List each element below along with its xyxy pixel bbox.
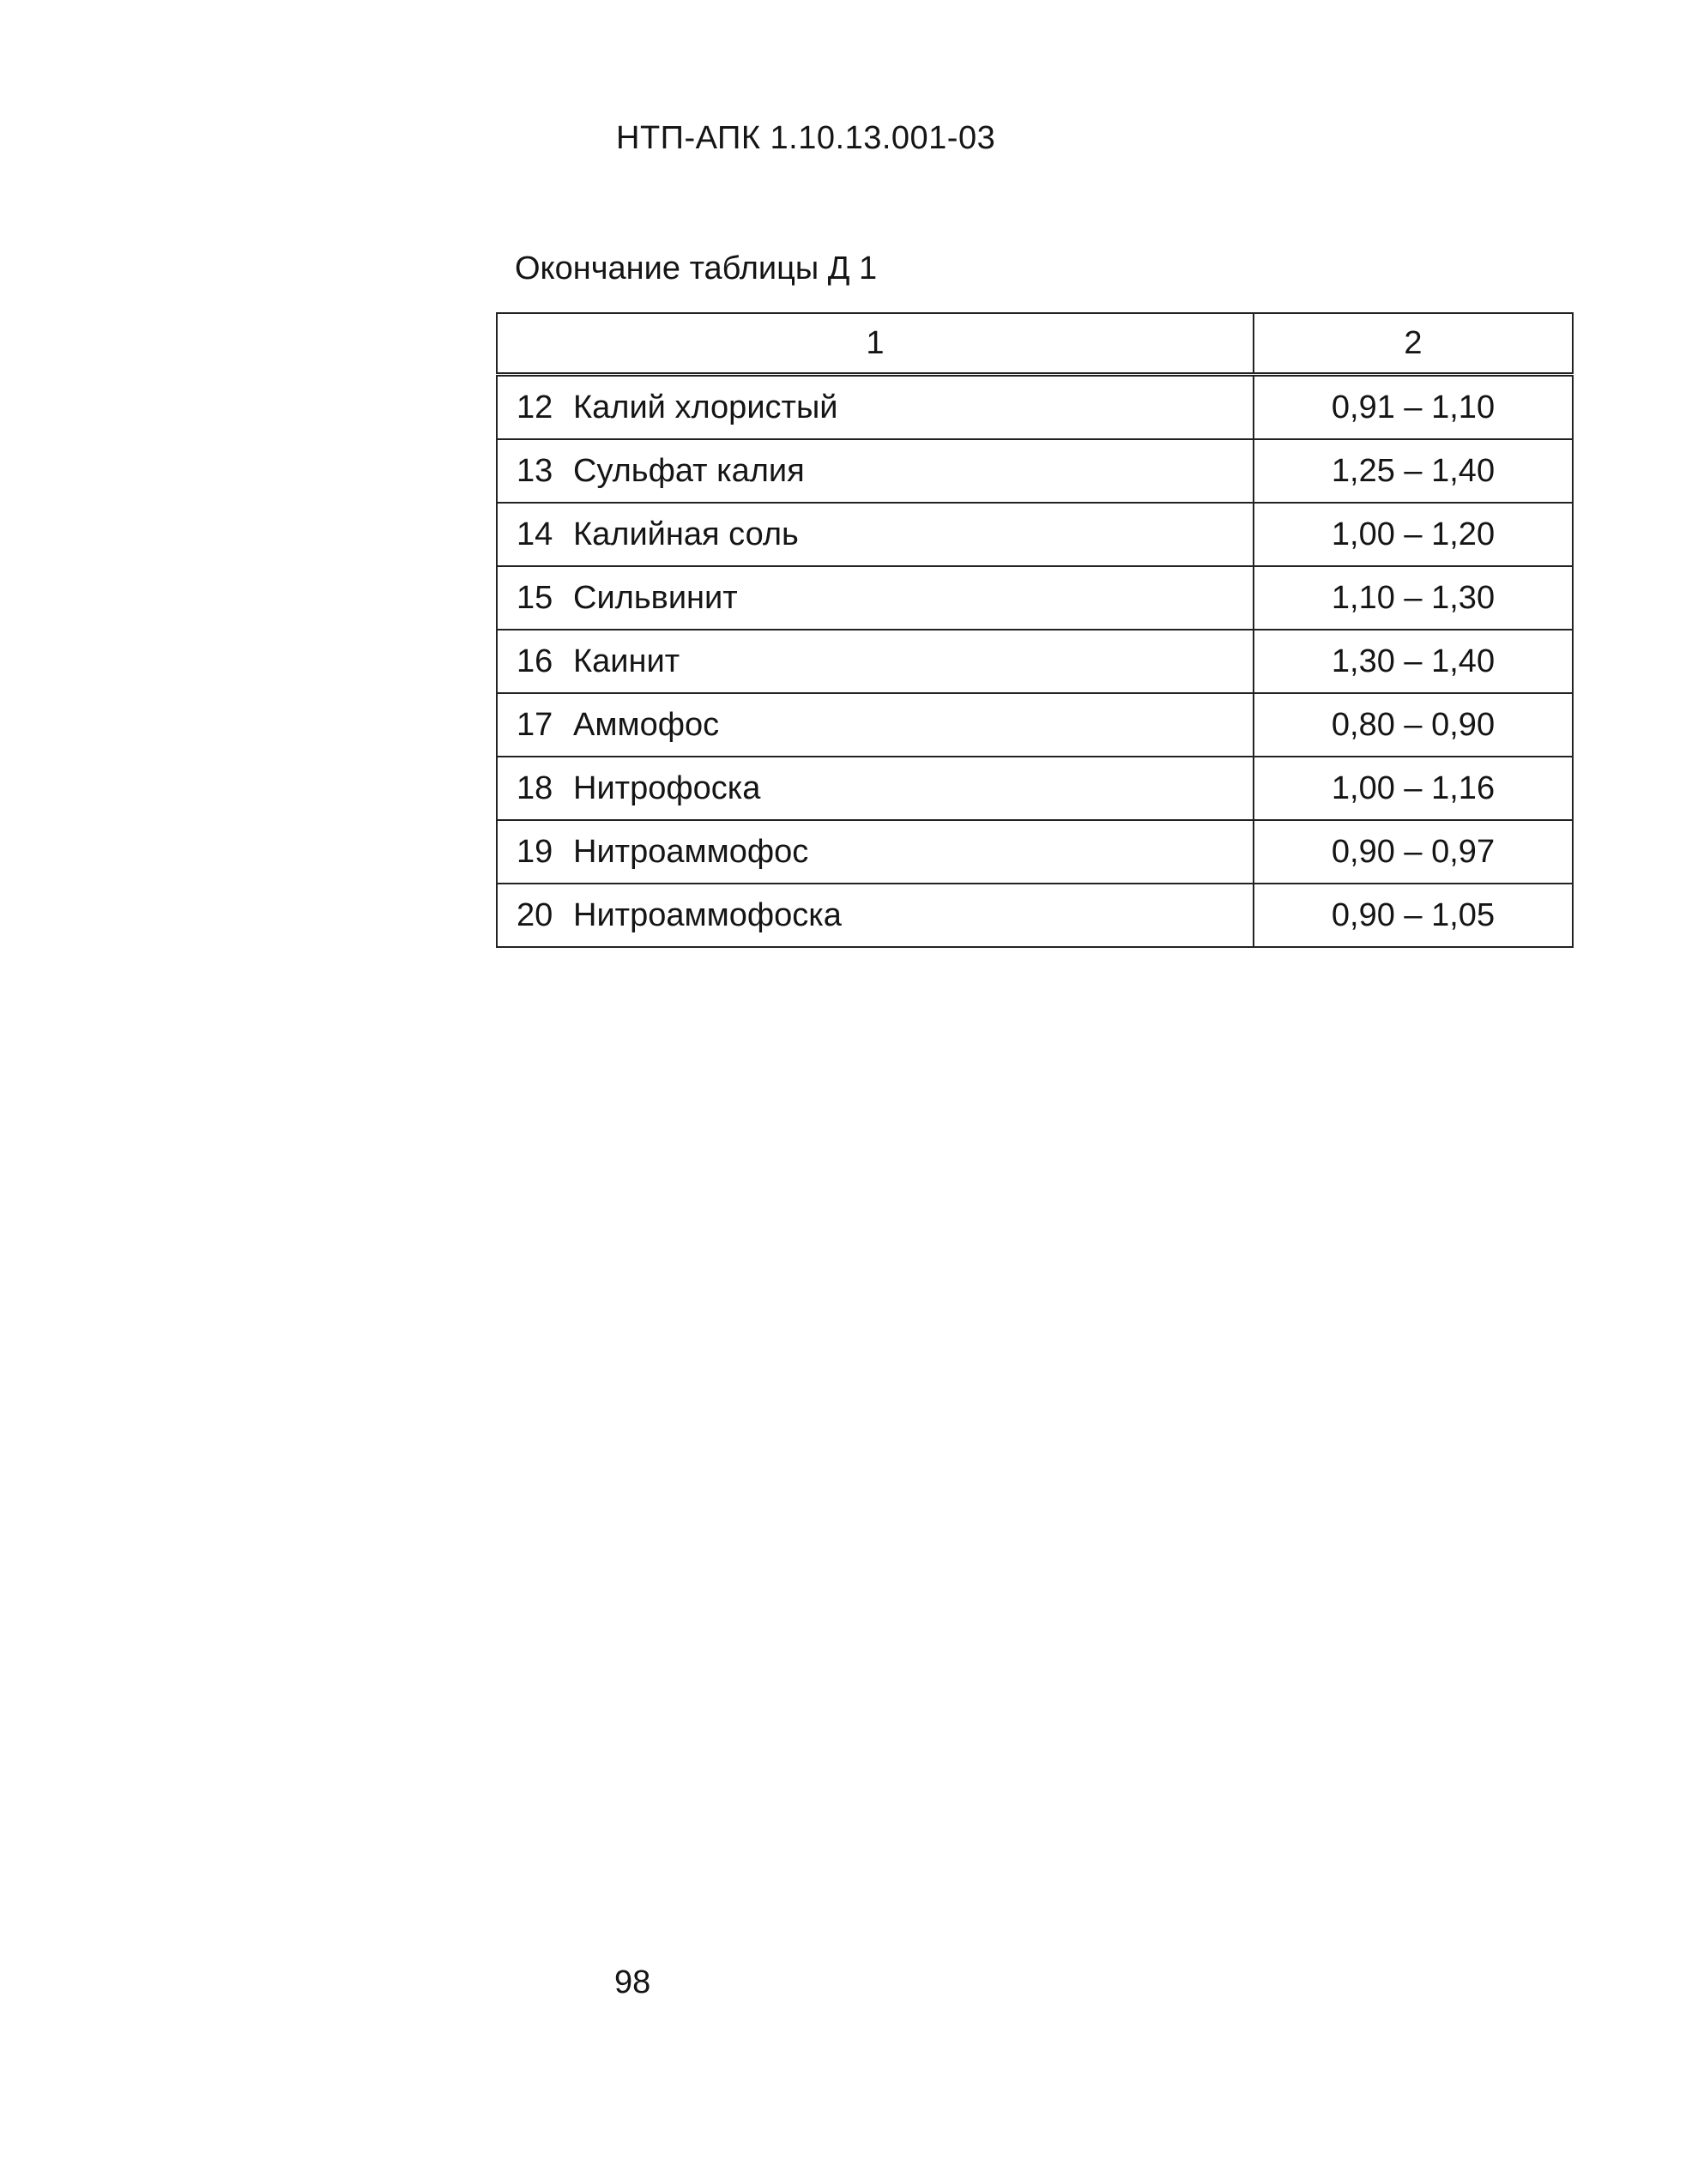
- table-row: [497, 820, 1573, 884]
- row-name-cell: [497, 439, 1254, 503]
- table-caption: Окончание таблицы Д 1: [515, 250, 878, 287]
- row-name-cell: [497, 820, 1254, 884]
- table-row: [497, 503, 1573, 566]
- row-value: 1,00 – 1,16: [1254, 757, 1573, 820]
- row-name-cell: [497, 757, 1254, 820]
- row-name: Аммофос: [573, 706, 720, 743]
- row-name: Каинит: [573, 643, 680, 679]
- row-name: Калий хлористый: [573, 389, 838, 425]
- row-name: Нитроаммофоска: [573, 896, 842, 933]
- table-row: [497, 884, 1573, 947]
- row-number: 13: [517, 452, 553, 489]
- row-number: 16: [517, 643, 553, 679]
- row-name-cell: [497, 566, 1254, 630]
- row-value: 1,30 – 1,40: [1254, 630, 1573, 693]
- row-name: Калийная соль: [573, 516, 799, 552]
- row-name: Нитрофоска: [573, 769, 761, 806]
- document-code: НТП-АПК 1.10.13.001-03: [616, 120, 996, 156]
- row-name-cell: [497, 693, 1254, 757]
- row-number: 12: [517, 389, 553, 425]
- table-row: [497, 757, 1573, 820]
- row-number: 14: [517, 516, 553, 552]
- data-table: [496, 312, 1574, 948]
- column-header-2: 2: [1254, 313, 1573, 375]
- row-value: 0,91 – 1,10: [1254, 375, 1573, 440]
- row-value: 0,90 – 1,05: [1254, 884, 1573, 947]
- row-value: 0,90 – 0,97: [1254, 820, 1573, 884]
- row-name-cell: [497, 375, 1254, 440]
- table-row: [497, 566, 1573, 630]
- row-name-cell: [497, 884, 1254, 947]
- table-row: [497, 375, 1573, 440]
- column-header-1: 1: [497, 313, 1254, 375]
- row-name: Сильвинит: [573, 579, 738, 616]
- row-value: 1,10 – 1,30: [1254, 566, 1573, 630]
- row-name: Сульфат калия: [573, 452, 805, 489]
- row-number: 18: [517, 769, 553, 806]
- row-name-cell: [497, 630, 1254, 693]
- table-row: [497, 439, 1573, 503]
- row-value: 1,25 – 1,40: [1254, 439, 1573, 503]
- row-value: 1,00 – 1,20: [1254, 503, 1573, 566]
- row-value: 0,80 – 0,90: [1254, 693, 1573, 757]
- row-name-cell: [497, 503, 1254, 566]
- row-name: Нитроаммофос: [573, 833, 809, 870]
- table-header-row: [497, 313, 1573, 375]
- table-row: [497, 630, 1573, 693]
- row-number: 20: [517, 896, 553, 933]
- row-number: 15: [517, 579, 553, 616]
- table-row: [497, 693, 1573, 757]
- row-number: 19: [517, 833, 553, 870]
- page-number: 98: [614, 1964, 651, 2000]
- row-number: 17: [517, 706, 553, 743]
